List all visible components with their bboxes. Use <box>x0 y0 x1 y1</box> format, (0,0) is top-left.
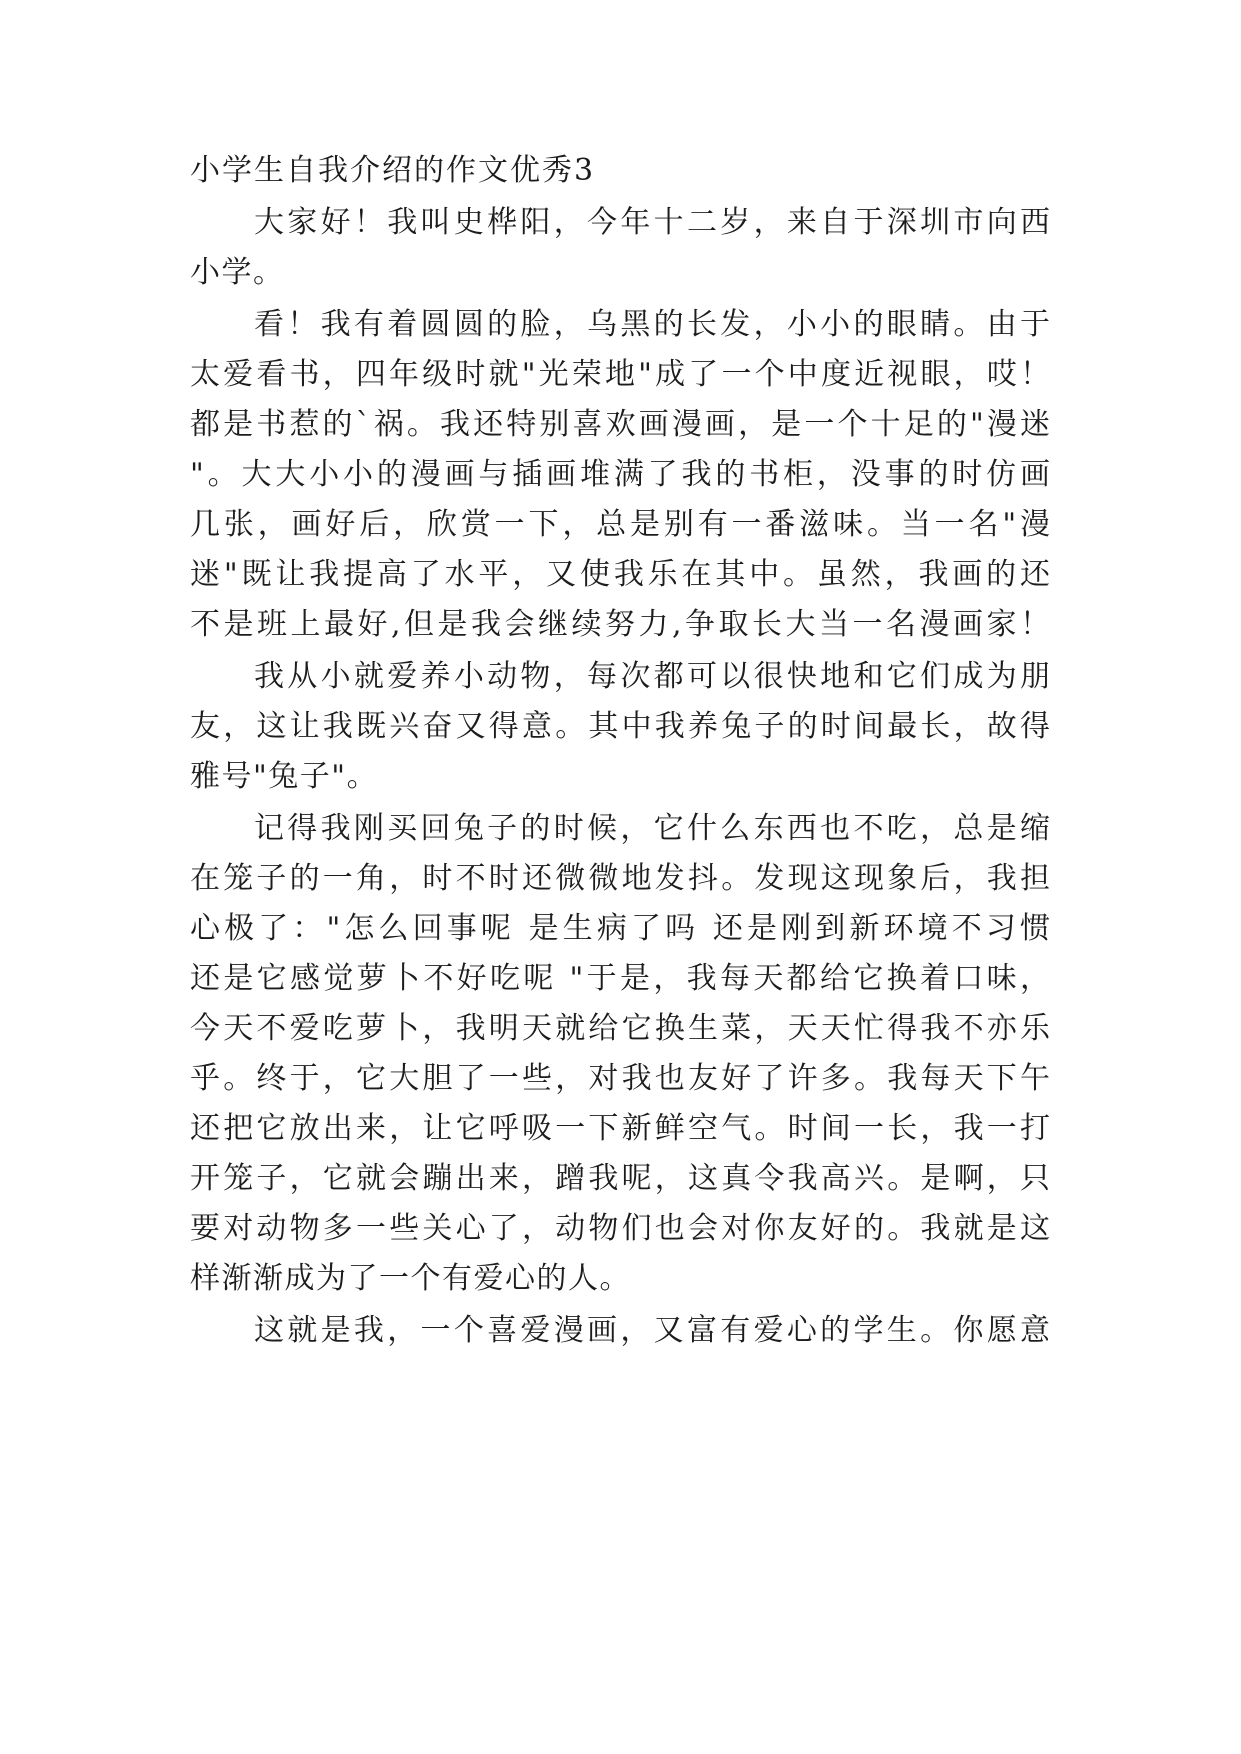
paragraph-line: 太爱看书，四年级时就"光荣地"成了一个中度近视眼，哎！ <box>190 357 1050 392</box>
document-title: 小学生自我介绍的作文优秀3 <box>190 153 596 188</box>
paragraph-line: 不是班上最好,但是我会继续努力,争取长大当一名漫画家！ <box>190 607 1050 642</box>
paragraph-line: 在笼子的一角，时不时还微微地发抖。发现这现象后，我担 <box>190 861 1050 896</box>
paragraph-line: 大家好！我叫史桦阳，今年十二岁，来自于深圳市向西 <box>254 205 1050 240</box>
paragraph-line: 友，这让我既兴奋又得意。其中我养兔子的时间最长，故得 <box>190 709 1050 744</box>
paragraph-line: 今天不爱吃萝卜，我明天就给它换生菜，天天忙得我不亦乐 <box>190 1011 1050 1046</box>
paragraph-line: 迷"既让我提高了水平，又使我乐在其中。虽然，我画的还 <box>190 557 1050 592</box>
paragraph-line: 都是书惹的`祸。我还特别喜欢画漫画，是一个十足的"漫迷 <box>190 407 1050 442</box>
paragraph-line: 这就是我，一个喜爱漫画，又富有爱心的学生。你愿意 <box>254 1313 1050 1348</box>
paragraph-line: 还是它感觉萝卜不好吃呢 "于是，我每天都给它换着口味， <box>190 961 1050 996</box>
paragraph-line: "。大大小小的漫画与插画堆满了我的书柜，没事的时仿画 <box>190 457 1050 492</box>
paragraph-line: 我从小就爱养小动物，每次都可以很快地和它们成为朋 <box>254 659 1050 694</box>
paragraph-line: 小学。 <box>190 255 285 290</box>
paragraph-line: 还把它放出来，让它呼吸一下新鲜空气。时间一长，我一打 <box>190 1111 1050 1146</box>
paragraph-line: 样渐渐成为了一个有爱心的人。 <box>190 1261 631 1296</box>
paragraph-line: 心极了："怎么回事呢 是生病了吗 还是刚到新环境不习惯 <box>190 911 1050 946</box>
paragraph-line: 要对动物多一些关心了，动物们也会对你友好的。我就是这 <box>190 1211 1050 1246</box>
paragraph-line: 记得我刚买回兔子的时候，它什么东西也不吃，总是缩 <box>254 811 1050 846</box>
paragraph-line: 雅号"兔子"。 <box>190 759 379 794</box>
paragraph-line: 乎。终于，它大胆了一些，对我也友好了许多。我每天下午 <box>190 1061 1050 1096</box>
paragraph-line: 看！我有着圆圆的脸，乌黑的长发，小小的眼睛。由于 <box>254 307 1050 342</box>
paragraph-line: 几张，画好后，欣赏一下，总是别有一番滋味。当一名"漫 <box>190 507 1050 542</box>
paragraph-line: 开笼子，它就会蹦出来，蹭我呢，这真令我高兴。是啊，只 <box>190 1161 1050 1196</box>
